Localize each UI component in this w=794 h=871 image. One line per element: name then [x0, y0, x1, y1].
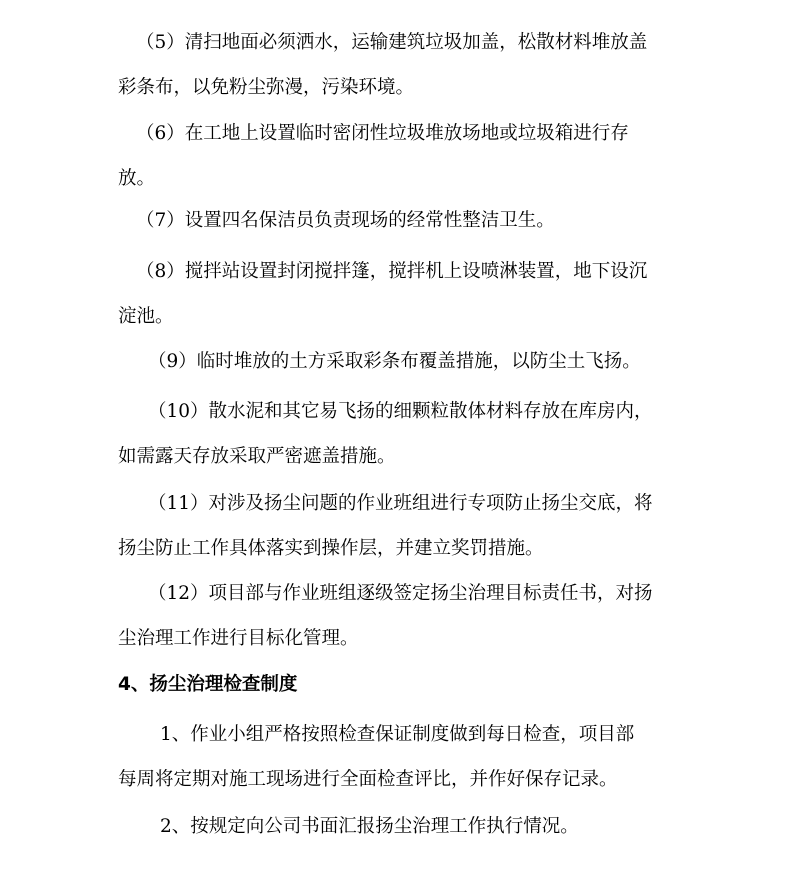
list-item-8 — [118, 249, 678, 339]
paragraph-line: （10）散水泥和其它易飞扬的细颗粒散体材料存放在库房内， — [148, 401, 653, 422]
list-item-12 — [118, 571, 678, 661]
paragraph-line: （6）在工地上设置临时密闭性垃圾堆放场地或垃圾箱进行存 — [136, 123, 629, 144]
list-item-10 — [118, 389, 678, 479]
paragraph-line: （11）对涉及扬尘问题的作业班组进行专项防止扬尘交底，将 — [148, 493, 653, 514]
section-heading: 4、扬尘治理检查制度 — [118, 674, 298, 695]
list-item-11 — [118, 481, 678, 571]
paragraph-line: 每周将定期对施工现场进行全面检查评比，并作好保存记录。 — [118, 769, 618, 790]
list-item-7 — [118, 198, 678, 243]
list-item-9 — [118, 339, 678, 384]
paragraph-line: （7）设置四名保洁员负责现场的经常性整洁卫生。 — [136, 210, 555, 231]
paragraph-line: （5）清扫地面必须洒水，运输建筑垃圾加盖，松散材料堆放盖 — [136, 32, 648, 53]
list-item-6 — [118, 111, 678, 201]
paragraph-line: （12）项目部与作业班组逐级签定扬尘治理目标责任书，对扬 — [148, 583, 653, 604]
paragraph-line: 彩条布，以免粉尘弥漫，污染环境。 — [118, 77, 415, 98]
list-item-5 — [118, 20, 678, 110]
paragraph-line: 1、作业小组严格按照检查保证制度做到每日检查，项目部 — [160, 724, 635, 745]
paragraph-line: 淀池。 — [118, 306, 174, 327]
paragraph-line: 2、按规定向公司书面汇报扬尘治理工作执行情况。 — [160, 816, 579, 837]
paragraph-line: 扬尘防止工作具体落实到操作层，并建立奖罚措施。 — [118, 538, 544, 559]
paragraph-line: 尘治理工作进行目标化管理。 — [118, 628, 359, 649]
paragraph-line: 如需露天存放采取严密遮盖措施。 — [118, 446, 396, 467]
paragraph-line: 放。 — [118, 168, 156, 189]
paragraph-line: （9）临时堆放的土方采取彩条布覆盖措施，以防尘土飞扬。 — [148, 351, 641, 372]
section-item-1 — [118, 712, 678, 802]
paragraph-line: （8）搅拌站设置封闭搅拌篷，搅拌机上设喷淋装置，地下设沉 — [136, 261, 648, 282]
section-item-2 — [118, 804, 678, 849]
